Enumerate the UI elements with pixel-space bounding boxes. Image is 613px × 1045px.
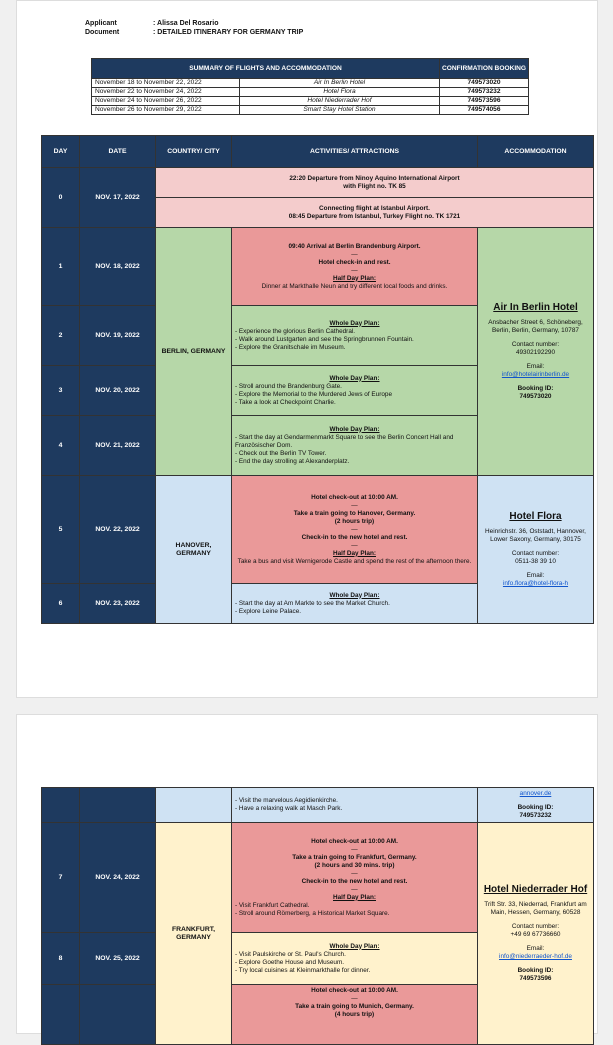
day-number: 4 — [42, 416, 80, 476]
summary-dates: November 18 to November 22, 2022 — [92, 79, 240, 88]
activity-line: - Check out the Berlin TV Tower. — [235, 449, 327, 457]
activity-line: Hotel check-out at 10:00 AM. — [311, 987, 398, 994]
contact-label: Contact number: — [511, 550, 560, 557]
activity-day-5 — [232, 476, 478, 584]
summary-title: SUMMARY OF FLIGHTS AND ACCOMMODATION — [92, 59, 440, 79]
activity-line: 09:40 Arrival at Berlin Brandenburg Airport. — [288, 242, 421, 250]
summary-hotel: Smart Stay Hotel Station — [240, 106, 440, 115]
activity-line: - End the day strolling at Alexanderplatz. — [235, 457, 350, 465]
col-city: COUNTRY/ CITY — [156, 136, 232, 168]
table-row — [92, 88, 529, 97]
summary-dates: November 24 to November 26, 2022 — [92, 97, 240, 106]
activity-day-9 — [232, 985, 478, 1045]
activity-line: (2 hours trip) — [334, 517, 375, 525]
hotel-address: Ansbacher Street 6, Schöneberg, Berlin, Berlin, Germany, 10787 — [488, 319, 583, 334]
email-label: Email: — [526, 945, 545, 952]
hotel-address: Heinrichstr. 36, Oststadt, Hannover, Lower Saxony, Germany, 30175 — [485, 528, 586, 543]
email-link[interactable]: info@hotelairinberlin.de — [501, 371, 570, 378]
day-date: NOV. 24, 2022 — [80, 823, 156, 933]
plan-title: Half Day Plan: — [333, 274, 376, 282]
activity-line: - Have a relaxing walk at Masch Park. — [235, 805, 343, 812]
city-hanover-continued — [156, 788, 232, 823]
header-values — [153, 19, 303, 37]
divider: — — [351, 869, 358, 877]
activity-line: Dinner at Markthalle Neun and try different local foods and drinks. — [261, 282, 448, 290]
activity-line: - Stroll around the Brandenburg Gate. — [235, 382, 342, 390]
booking-id: 749573596 — [519, 975, 552, 982]
day-number: 1 — [42, 228, 80, 306]
day-date: NOV. 23, 2022 — [80, 584, 156, 624]
document-label: Document — [85, 29, 120, 36]
city-berlin: BERLIN, GERMANY — [156, 228, 232, 476]
day-date: NOV. 19, 2022 — [80, 306, 156, 366]
contact-number: 49302192290 — [515, 349, 556, 356]
summary-hotel: Hotel Niederrader Hof — [240, 97, 440, 106]
document-page-1 — [16, 0, 598, 698]
email-link[interactable]: info@niederraeder-hof.de — [499, 953, 572, 960]
itinerary-row-day-6-continued — [42, 788, 594, 823]
activity-line: Take a train going to Munich, Germany. — [295, 1003, 414, 1010]
plan-title: Half Day Plan: — [333, 893, 376, 901]
activity-day-8 — [232, 933, 478, 985]
summary-number: 749573020 — [440, 79, 529, 88]
booking-label: Booking ID: — [517, 804, 554, 811]
activity-line: Check-in to the new hotel and rest. — [301, 877, 408, 885]
activity-day-7 — [232, 823, 478, 933]
summary-dates: November 22 to November 24, 2022 — [92, 88, 240, 97]
booking-id: 749573232 — [519, 812, 552, 819]
accommodation-hanover-continued — [478, 788, 594, 823]
col-day: DAY — [42, 136, 80, 168]
activity-line: Take a train going to Hanover, Germany. — [293, 509, 416, 517]
day-date: NOV. 17, 2022 — [80, 168, 156, 228]
divider: — — [351, 250, 358, 258]
activity-day-2 — [232, 306, 478, 366]
accommodation-frankfurt — [478, 823, 594, 1045]
email-label: Email: — [526, 572, 545, 579]
divider: — — [351, 501, 358, 509]
col-date: DATE — [80, 136, 156, 168]
departure-activity — [156, 168, 594, 198]
plan-title: Whole Day Plan: — [329, 591, 380, 599]
day-number: 2 — [42, 306, 80, 366]
plan-title: Whole Day Plan: — [329, 319, 380, 327]
activity-day-1 — [232, 228, 478, 306]
activity-day-4 — [232, 416, 478, 476]
confirmation-header: CONFIRMATION BOOKING — [440, 59, 529, 79]
activity-line: Hotel check-out at 10:00 AM. — [311, 493, 398, 501]
day-number: 5 — [42, 476, 80, 584]
itinerary-row-day-1 — [42, 228, 594, 306]
itinerary-row-day-5 — [42, 476, 594, 584]
activity-line: - Start the day at Gendarmenmarkt Square to see the Berlin Concert Hall and Französischer Dom. — [235, 433, 454, 449]
activity-line: - Explore the Memorial to the Murdered Jews of Europe — [235, 390, 392, 398]
activity-line: Take a train going to Frankfurt, Germany. — [292, 853, 417, 861]
day-number: 3 — [42, 366, 80, 416]
summary-hotel: Air In Berlin Hotel — [240, 79, 440, 88]
activity-line: - Explore Goethe House and Museum. — [235, 958, 345, 966]
plan-title: Whole Day Plan: — [329, 942, 380, 950]
activity-line: Connecting flight at Istanbul Airport. — [319, 204, 430, 212]
day-date: NOV. 22, 2022 — [80, 476, 156, 584]
contact-label: Contact number: — [511, 341, 560, 348]
activity-day-6-continued — [232, 788, 478, 823]
city-hanover: HANOVER, GERMANY — [156, 476, 232, 624]
itinerary-table — [41, 135, 594, 624]
booking-label: Booking ID: — [517, 967, 554, 974]
table-row — [92, 97, 529, 106]
email-link[interactable]: info.flora@hotel-flora-h — [502, 580, 569, 587]
divider: — — [351, 885, 358, 893]
activity-line: - Walk around Lustgarten and see the Springbrunnen Fountain. — [235, 335, 414, 343]
day-date: NOV. 18, 2022 — [80, 228, 156, 306]
activity-line: - Experience the glorious Berlin Cathedral. — [235, 327, 356, 335]
summary-table — [91, 58, 529, 115]
col-accommodation: ACCOMMODATION — [478, 136, 594, 168]
activity-line: Check-in to the new hotel and rest. — [301, 533, 408, 541]
day-date: NOV. 20, 2022 — [80, 366, 156, 416]
hotel-name: Hotel Niederrader Hof — [483, 884, 588, 895]
activity-line: Take a bus and visit Wernigerode Castle and spend the rest of the afternoon there. — [237, 557, 472, 565]
activity-line: - Explore the Granitschale im Museum. — [235, 343, 346, 351]
day-date-empty — [80, 788, 156, 823]
activity-line: - Stroll around Römerberg, a Historical Market Square. — [235, 909, 390, 917]
document-page-2 — [16, 714, 598, 1034]
booking-label: Booking ID: — [517, 385, 554, 392]
hotel-address: Trift Str. 33, Niederrad, Frankfurt am Main, Hessen, Germany, 60528 — [484, 901, 587, 916]
contact-number: +49 69 67736660 — [510, 931, 561, 938]
activity-line: - Start the day at Am Markte to see the Market Church. — [235, 599, 390, 607]
activity-line: 08:45 Departure from Istanbul, Turkey Flight no. TK 1721 — [288, 212, 461, 220]
document-value: : DETAILED ITINERARY FOR GERMANY TRIP — [153, 29, 304, 36]
plan-title: Whole Day Plan: — [329, 374, 380, 382]
summary-number: 749573596 — [440, 97, 529, 106]
activity-line: Hotel check-out at 10:00 AM. — [311, 837, 398, 845]
booking-id: 749573020 — [519, 393, 552, 400]
accommodation-hanover — [478, 476, 594, 624]
summary-hotel: Hotel Flora — [240, 88, 440, 97]
activity-line: - Visit Frankfurt Cathedral. — [235, 901, 310, 909]
itinerary-row-day-7 — [42, 823, 594, 933]
day-number-empty — [42, 788, 80, 823]
day-number: 7 — [42, 823, 80, 933]
plan-title: Half Day Plan: — [333, 549, 376, 557]
col-activities: ACTIVITIES/ ATTRACTIONS — [232, 136, 478, 168]
activity-day-3 — [232, 366, 478, 416]
activity-line: 22:20 Departure from Ninoy Aquino International Airport — [289, 174, 460, 182]
activity-line: - Visit the marvelous Aegidienkirche. — [235, 797, 338, 804]
activity-line: (2 hours and 30 mins. trip) — [314, 861, 395, 869]
divider: — — [351, 845, 358, 853]
accommodation-berlin — [478, 228, 594, 476]
plan-title: Whole Day Plan: — [329, 425, 380, 433]
divider: — — [351, 266, 358, 274]
table-row — [92, 106, 529, 115]
divider: — — [351, 995, 358, 1002]
table-row — [92, 79, 529, 88]
day-number: 8 — [42, 933, 80, 985]
day-number: 6 — [42, 584, 80, 624]
activity-line: Hotel check-in and rest. — [318, 258, 391, 266]
day-date-empty — [80, 985, 156, 1045]
day-number-empty — [42, 985, 80, 1045]
activity-line: - Explore Leine Palace. — [235, 607, 302, 615]
activity-line: - Visit Paulskirche or St. Paul's Church. — [235, 950, 346, 958]
day-date: NOV. 21, 2022 — [80, 416, 156, 476]
itinerary-row-day-0 — [42, 168, 594, 198]
applicant-label: Applicant — [85, 20, 117, 27]
day-date: NOV. 25, 2022 — [80, 933, 156, 985]
city-frankfurt: FRANKFURT, GERMANY — [156, 823, 232, 1045]
activity-line: - Try local cuisines at Kleinmarkthalle for dinner. — [235, 966, 371, 974]
applicant-value: : Alissa Del Rosario — [153, 20, 219, 27]
activity-day-6 — [232, 584, 478, 624]
day-number: 0 — [42, 168, 80, 228]
activity-line: - Take a look at Checkpoint Charlie. — [235, 398, 336, 406]
activity-line: (4 hours trip) — [334, 1011, 375, 1018]
hotel-name: Air In Berlin Hotel — [493, 302, 578, 313]
contact-label: Contact number: — [511, 923, 560, 930]
summary-dates: November 26 to November 29, 2022 — [92, 106, 240, 115]
email-label: Email: — [526, 363, 545, 370]
activity-line: with Flight no. TK 85 — [343, 182, 406, 190]
divider: — — [351, 525, 358, 533]
summary-number: 749573232 — [440, 88, 529, 97]
divider: — — [351, 541, 358, 549]
header-labels — [85, 19, 119, 37]
itinerary-table-continued — [41, 787, 594, 1045]
email-link-continued[interactable]: annover.de — [519, 790, 552, 797]
contact-number: 0511-38 39 10 — [515, 558, 556, 565]
hotel-name: Hotel Flora — [509, 511, 562, 522]
summary-number: 749574056 — [440, 106, 529, 115]
connecting-activity — [156, 198, 594, 228]
